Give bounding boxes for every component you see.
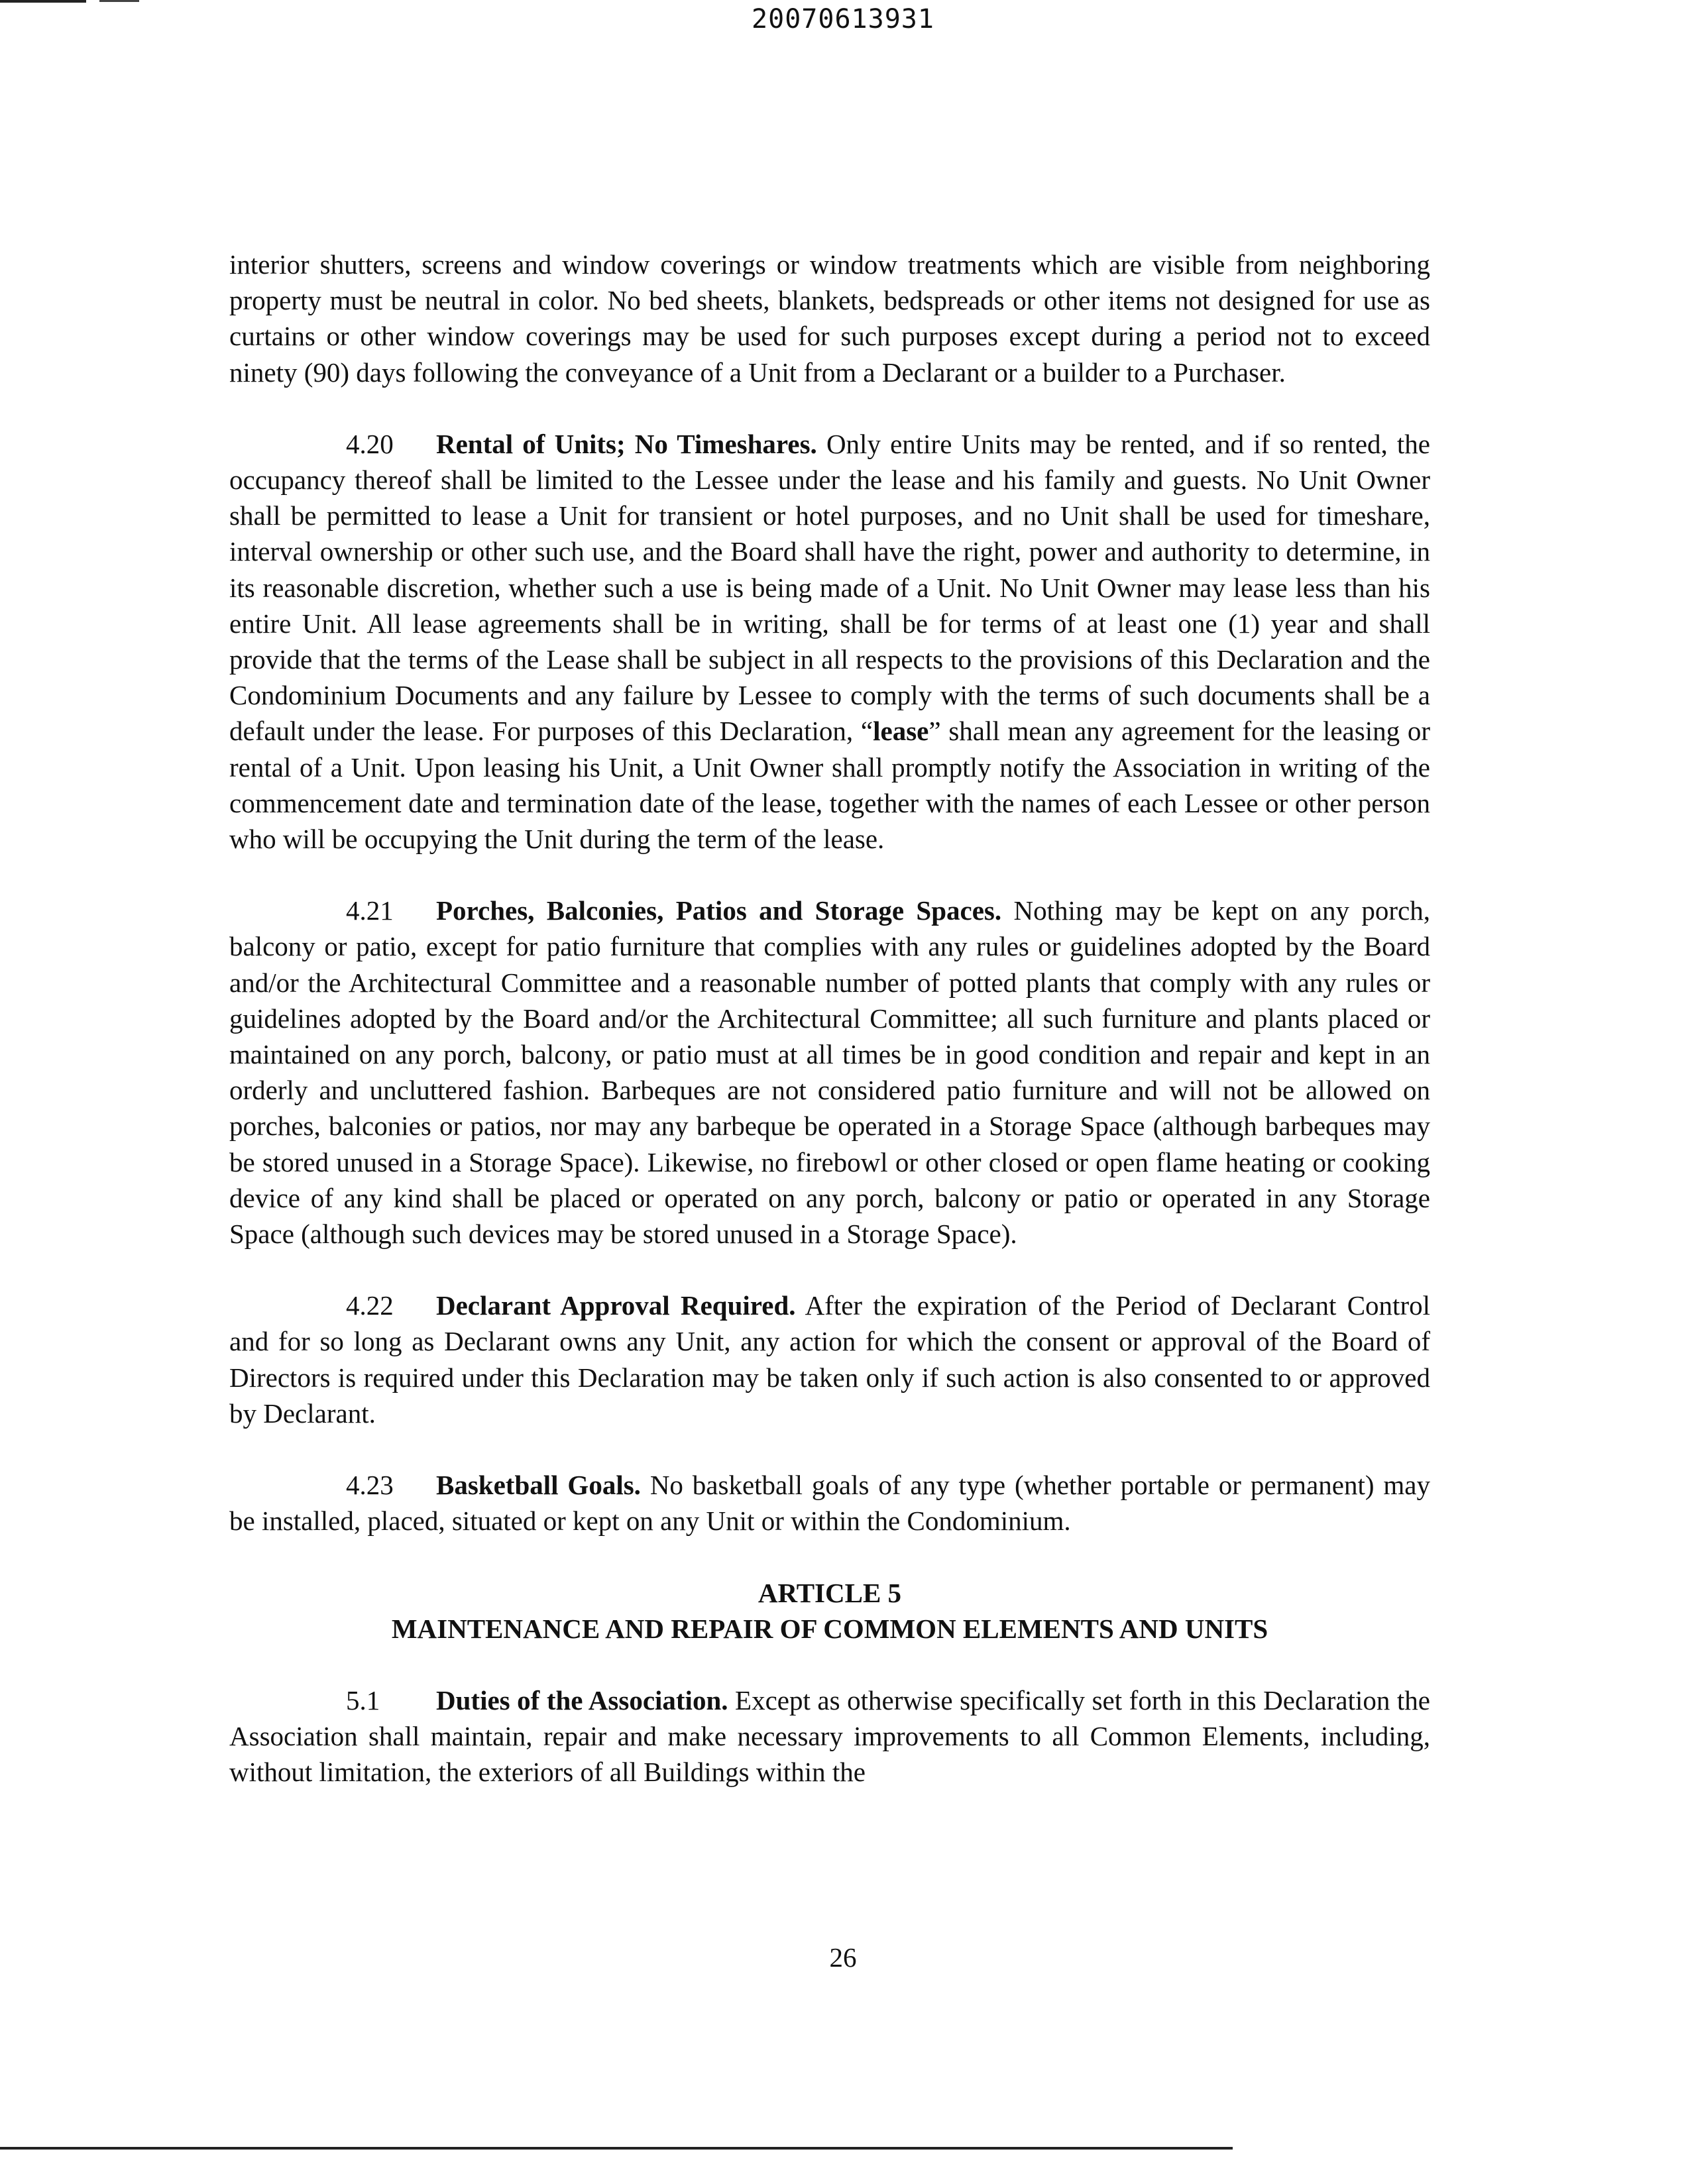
- defined-term: lease: [873, 716, 929, 747]
- section-number: 4.20: [346, 428, 394, 459]
- section-4-22: [229, 1287, 1430, 1431]
- document-number: 20070613931: [752, 4, 934, 34]
- paragraph-continuation: interior shutters, screens and window coverings or window treatments which are visible from neighboring property must be neutral in color. No bed sheets, blankets, bedspreads or other items not designed for use as curtains or other window coverings may be used for such purposes except during a period not to exceed ninety (90) days following the conveyance of a Unit from a Declarant or a builder to a Purchaser.: [229, 249, 1430, 388]
- scan-artifact-mark: [99, 0, 139, 2]
- section-text: Nothing may be kept on any porch, balcony or patio, except for patio furniture that complies with any rules or guidelines adopted by the Board and/or the Architectural Committee and a reasonable number of potted plants that comply with any rules or guidelines adopted by the Board and/or the Architectural Committee; all such furniture and plants placed or maintained on any porch, balcony, or patio must at all times be in good condition and repair and kept in an orderly and uncluttered fashion. Barbeques are not considered patio furniture and will not be allowed on porches, balconies or patios, nor may any barbeque be operated in a Storage Space (although barbeques may be stored unused in a Storage Space). Likewise, no firebowl or other closed or open flame heating or cooking device of any kind shall be placed or operated on any porch, balcony or patio or operated in any Storage Space (although such devices may be stored unused in a Storage Space).: [229, 895, 1430, 1250]
- section-title: Basketball Goals.: [436, 1470, 641, 1501]
- section-title: Porches, Balconies, Patios and Storage Spaces.: [436, 895, 1002, 926]
- paragraph-gap: [229, 1539, 1430, 1575]
- paragraph-gap: [229, 1252, 1430, 1287]
- section-title: Duties of the Association.: [436, 1684, 728, 1716]
- page-body: [229, 246, 1430, 1790]
- section-text: No basketball goals of any type (whether portable or permanent) may be installed, placed, situated or kept on any Unit or within the Condominium.: [229, 1470, 1430, 1537]
- article-title: MAINTENANCE AND REPAIR OF COMMON ELEMENTS AND UNITS: [391, 1613, 1268, 1644]
- section-number: 4.22: [346, 1290, 394, 1321]
- section-5-1: [229, 1682, 1430, 1790]
- article-label: ARTICLE 5: [758, 1577, 902, 1608]
- paragraph-gap: [229, 1647, 1430, 1682]
- section-title: Declarant Approval Required.: [436, 1290, 796, 1321]
- section-text: ” shall mean any agreement for the leasing or rental of a Unit. Upon leasing his Unit, a Unit Owner shall promptly notify the Association in writing of the commencement date and termination date of the lease, together with the names of each Lessee or other person who will be occupying the Unit during the term of the lease.: [229, 716, 1431, 855]
- scan-artifact-mark: [0, 0, 86, 3]
- page-number: 26: [829, 1942, 857, 1973]
- section-number: 4.21: [346, 895, 394, 926]
- section-4-23: [229, 1467, 1430, 1539]
- paragraph-gap: [229, 390, 1430, 426]
- scan-bottom-rule: [0, 2147, 1233, 2150]
- section-text: After the expiration of the Period of Declarant Control and for so long as Declarant owns any Unit, any action for which the consent or approval of the Board of Directors is required under this Declaration may be taken only if such action is also consented to or approved by Declarant.: [229, 1290, 1430, 1429]
- paragraph-gap: [229, 1431, 1430, 1467]
- section-text: Only entire Units may be rented, and if so rented, the occupancy thereof shall be limited to the Lessee under the lease and his family and guests. No Unit Owner shall be permitted to lease a Unit for transient or hotel purposes, and no Unit shall be used for timeshare, interval ownership or other such use, and the Board shall have the right, power and authority to determine, in its reasonable discretion, whether such a use is being made of a Unit. No Unit Owner may lease less than his entire Unit. All lease agreements shall be in writing, shall be for terms of at least one (1) year and shall provide that the terms of the Lease shall be subject in all respects to the provisions of this Declaration and the Condominium Documents and any failure by Lessee to comply with the terms of such documents shall be a default under the lease. For purposes of this Declaration, “: [229, 428, 1430, 747]
- paragraph-gap: [229, 857, 1430, 893]
- section-title: Rental of Units; No Timeshares.: [436, 428, 817, 459]
- section-number: 4.23: [346, 1470, 394, 1501]
- section-text: Except as otherwise specifically set forth in this Declaration the Association shall maintain, repair and make necessary improvements to all Common Elements, including, without limitation, the exteriors of all Buildings within the: [229, 1684, 1430, 1787]
- section-4-21: [229, 893, 1430, 1252]
- section-number: 5.1: [346, 1684, 380, 1716]
- section-4-20: [229, 426, 1430, 857]
